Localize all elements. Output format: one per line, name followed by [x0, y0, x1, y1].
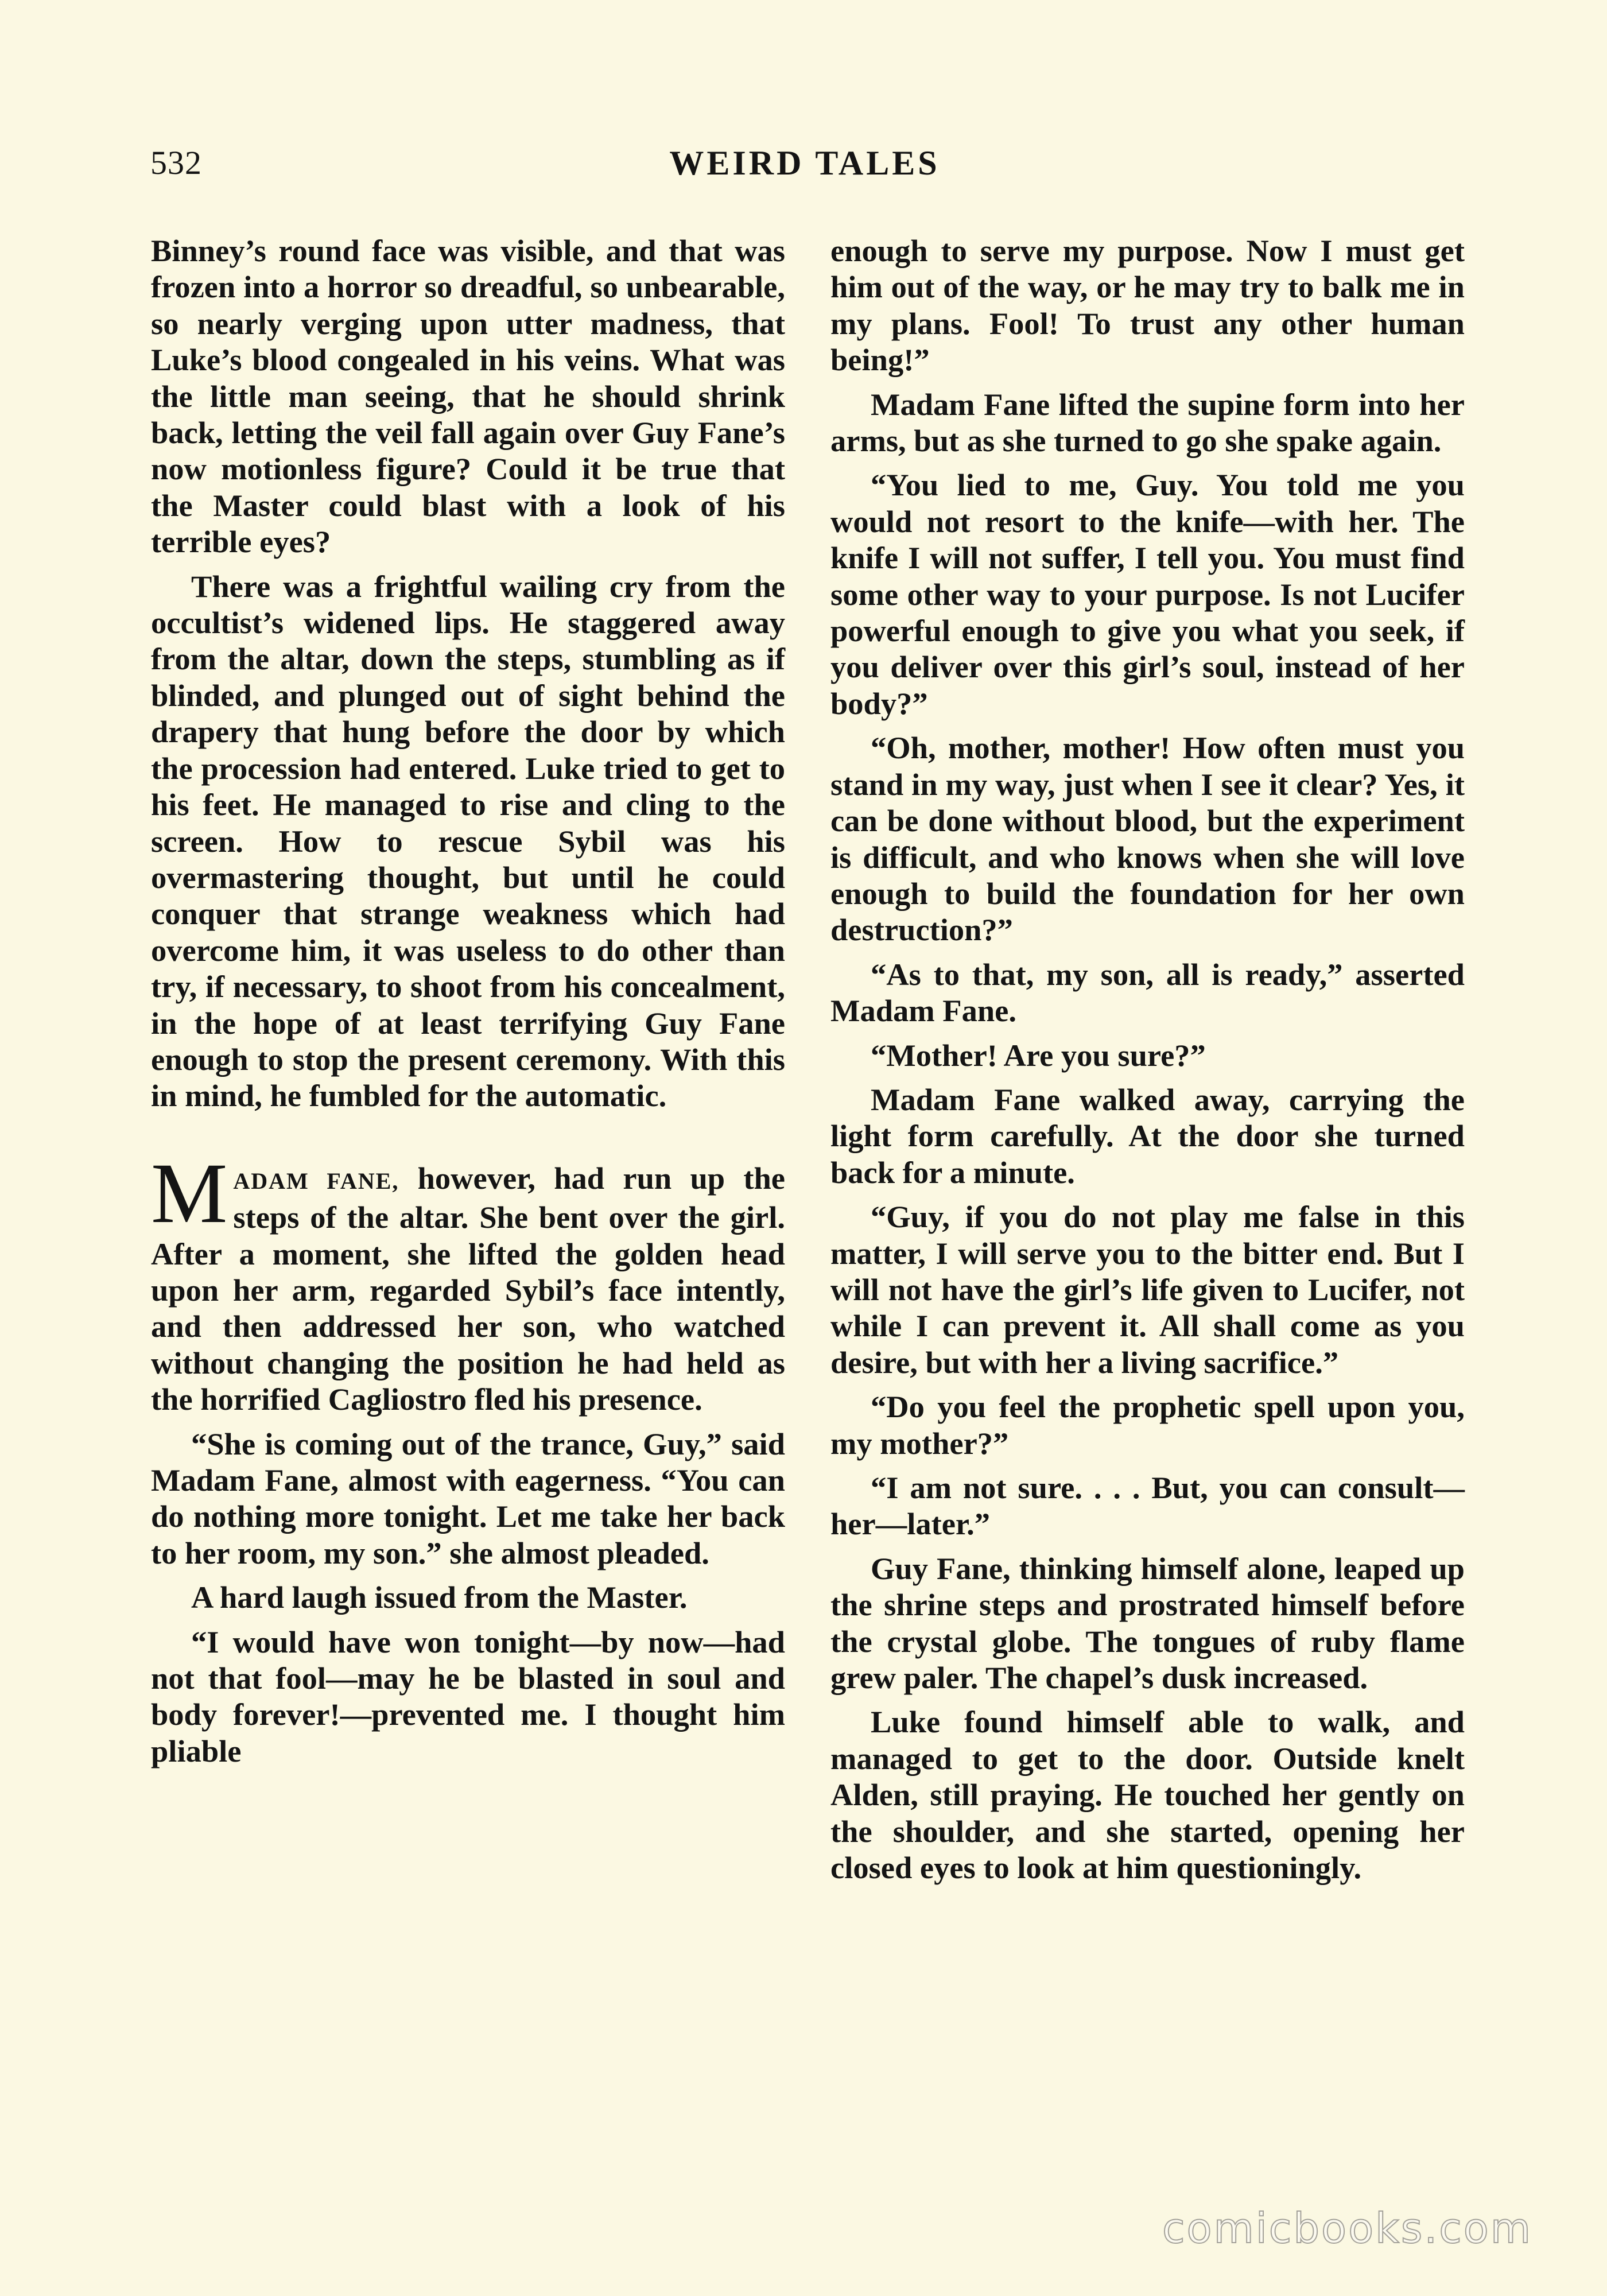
- paragraph: Guy Fane, thinking himself alone, leaped up the shrine steps and prostrated himself before the crystal globe. The tongues of ruby flame grew paler. The chapel’s dusk increased.: [830, 1550, 1465, 1696]
- paragraph: There was a frightful wailing cry from the occultist’s widened lips. He staggered away from the altar, down the steps, stumbling as if blinded, and plunged out of sight behind the drapery that hung before the door by which the procession had entered. Luke tried to get to his feet. He managed to rise and cling to the screen. How to rescue Sybil was his overmastering thought, but until he could conquer that strange weakness which had overcome him, it was useless to do other than try, if necessary, to shoot from his concealment, in the hope of at least terrifying Guy Fane enough to stop the present ceremony. With this in mind, he fumbled for the automatic.: [151, 568, 785, 1114]
- paragraph: “As to that, my son, all is ready,” asserted Madam Fane.: [830, 956, 1465, 1029]
- paragraph: “Oh, mother, mother! How often must you stand in my way, just when I see it clear? Yes, it can be done without blood, but the experiment is difficult, and who knows when she will love enough to build the foundation for her own destruction?”: [830, 730, 1465, 948]
- paragraph: Binney’s round face was visible, and that was frozen into a horror so dreadful, so unbearable, so nearly verging upon utter madness, that Luke’s blood congealed in his veins. What was the little man seeing, that he should shrink back, letting the veil fall again over Guy Fane’s now motionless figure? Could it be true that the Master could blast with a look of his terrible eyes?: [151, 233, 785, 560]
- paragraph: A hard laugh issued from the Master.: [191, 1580, 688, 1615]
- small-caps-lead: ADAM FANE,: [233, 1168, 399, 1194]
- paragraph: “Do you feel the prophetic spell upon you, my mother?”: [830, 1389, 1465, 1461]
- paragraph: “I would have won tonight—by now—had not that fool—may he be blasted in soul and body forever!—prevented me. I thought him pliable: [151, 1624, 785, 1768]
- section-start-paragraph: [151, 1145, 785, 1418]
- running-title: WEIRD TALES: [669, 144, 940, 182]
- page-header: [150, 144, 1459, 189]
- page-number: 532: [150, 144, 202, 181]
- paragraph: enough to serve my purpose. Now I must get him out of the way, or he may try to balk me in my plans. Fool! To trust any other human being!”: [830, 233, 1465, 378]
- left-column: [151, 232, 785, 1777]
- paragraph: “You lied to me, Guy. You told me you would not resort to the knife—with her. The knife I will not suffer, I tell you. You must find some other way to your purpose. Is not Lucifer powerful enough to give you what you seek, if you deliver over this girl’s soul, instead of her body?”: [830, 467, 1465, 721]
- paragraph: “Mother! Are you sure?”: [871, 1037, 1206, 1073]
- paragraph: “Guy, if you do not play me false in this matter, I will serve you to the bitter end. But I will not have the girl’s life given to Lucifer, not while I can prevent it. All shall come as you desire, but with her a living sacrifice.”: [830, 1199, 1465, 1380]
- drop-cap: M: [151, 1145, 228, 1241]
- right-column: [830, 232, 1465, 1894]
- paragraph: Madam Fane lifted the supine form into her arms, but as she turned to go she spake again.: [830, 386, 1465, 459]
- paragraph: Luke found himself able to walk, and managed to get to the door. Outside knelt Alden, still praying. He touched her gently on the shoulder, and she started, opening her closed eyes to look at him questioningly.: [830, 1704, 1465, 1886]
- paragraph: “I am not sure. . . . But, you can consult—her—later.”: [830, 1470, 1465, 1542]
- paragraph-text: however, had run up the steps of the altar. She bent over the girl. After a moment, she lifted the golden head upon her arm, regarded Sybil’s face intently, and then addressed her son, who watched without changing the position he had held as the horrified Cagliostro fled his presence.: [151, 1160, 785, 1417]
- paragraph: Madam Fane walked away, carrying the light form carefully. At the door she turned back for a minute.: [830, 1081, 1465, 1190]
- watermark-logo: comicbooks.com: [1162, 2204, 1532, 2252]
- paragraph: “She is coming out of the trance, Guy,” said Madam Fane, almost with eagerness. “You can do nothing more tonight. Let me take her back to her room, my son.” she almost pleaded.: [151, 1426, 785, 1570]
